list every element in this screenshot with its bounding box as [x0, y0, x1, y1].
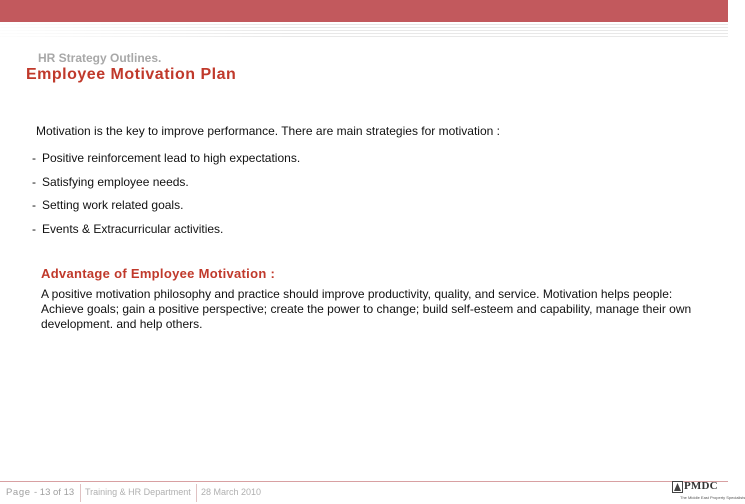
list-item — [32, 174, 300, 198]
strategy-list — [32, 150, 300, 244]
dash-bullet-icon: - — [32, 198, 36, 212]
list-item-text: Positive reinforcement lead to high expectations. — [42, 151, 301, 165]
dash-bullet-icon: - — [32, 151, 36, 165]
advantage-heading: Advantage of Employee Motivation : — [41, 266, 276, 281]
page-label: Page — [6, 487, 31, 498]
slide-title: Employee Motivation Plan — [26, 66, 237, 83]
dash-bullet-icon: - — [32, 221, 36, 236]
list-item — [32, 197, 300, 221]
footer-divider — [0, 481, 728, 482]
list-item-text: Satisfying employee needs. — [42, 174, 189, 189]
footer-department: Training & HR Department — [85, 487, 191, 497]
footer-separator — [80, 484, 81, 502]
dash-bullet-icon: - — [32, 174, 36, 189]
top-accent-bar — [0, 0, 728, 22]
advantage-body: A positive motivation philosophy and practice should improve productivity, quality, and service. Motivation helps people: Achieve goals; gain a positive perspective; create the power to change; build self-esteem and capability, manage their own development. and help others. — [41, 287, 692, 331]
section-subtitle: HR Strategy Outlines. — [38, 51, 162, 65]
top-stripe-decoration — [0, 24, 728, 38]
list-item — [32, 221, 300, 245]
footer-separator — [196, 484, 197, 502]
page-number: - 13 of 13 — [34, 487, 75, 498]
logo-name: PMDC — [684, 480, 718, 492]
intro-text: Motivation is the key to improve performance. There are main strategies for motivation : — [36, 124, 500, 138]
list-item-text: Setting work related goals. — [42, 198, 184, 212]
logo-mark-icon — [672, 481, 683, 493]
footer-date: 28 March 2010 — [201, 487, 262, 497]
company-logo — [672, 480, 745, 502]
footer — [0, 484, 300, 502]
logo-tagline: The Middle East Property Specialists — [680, 495, 745, 500]
list-item — [32, 150, 300, 174]
list-item-text: Events & Extracurricular activities. — [42, 221, 224, 236]
